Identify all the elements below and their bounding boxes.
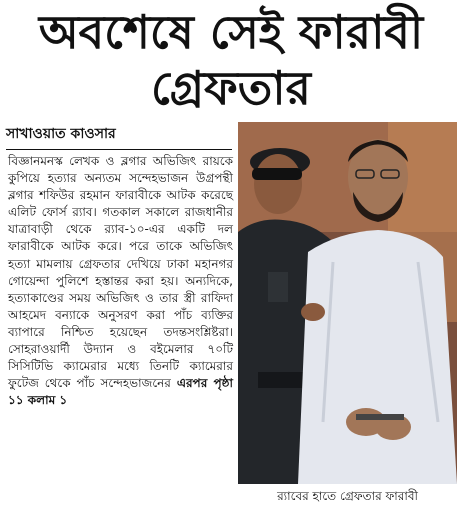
headline-line-2: গ্রেফতার xyxy=(151,61,311,115)
continuation-note: এরপর পৃষ্ঠা ১১ কলাম ১ xyxy=(8,376,233,408)
byline: সাখাওয়াত কাওসার xyxy=(6,122,232,150)
photo-caption: র‌্যাবের হাতে গ্রেফতার ফারাবী xyxy=(277,489,418,503)
article-body xyxy=(8,153,233,409)
headline xyxy=(0,0,462,118)
headline-line-1: অবশেষে সেই ফারাবী xyxy=(38,5,424,59)
arrest-photo-illustration xyxy=(238,122,457,484)
article-paragraph: বিজ্ঞানমনস্ক লেখক ও ব্লগার অভিজিৎ রায়কে কুপিয়ে হত্যার অন্যতম সন্দেহভাজন উগ্রপন্থী ব্লগার শফিউর রহমান ফারাবীকে আটক করেছে এলিট ফোর্স র‌্যাব। গতকাল সকালে রাজধানীর যাত্রাবাড়ী থেকে র‌্যাব-১০-এর একটি দল ফারাবীকে আটক করে। পরে তাকে অভিজিৎ হত্যা মামলায় গ্রেফতার দেখিয়ে ঢাকা মহানগর গোয়েন্দা পুলিশে হস্তান্তর করা হয়। অন্যদিকে, হত্যাকাণ্ডের সময় অভিজিৎ ও তার স্ত্রী রাফিদা আহমেদ বন্যাকে অনুসরণ করা পাঁচ ব্যক্তির ব্যাপারে নিশ্চিত হয়েছেন তদন্তসংশ্লিষ্টরা। সোহরাওয়ার্দী উদ্যান ও বইমেলার ৭০টি সিসিটিভি ক্যামেরার মধ্যে তিনটি ক্যামেরার ফুটেজ থেকে পাঁচ সন্দেহভাজনের xyxy=(8,154,233,391)
news-photo xyxy=(238,122,457,484)
